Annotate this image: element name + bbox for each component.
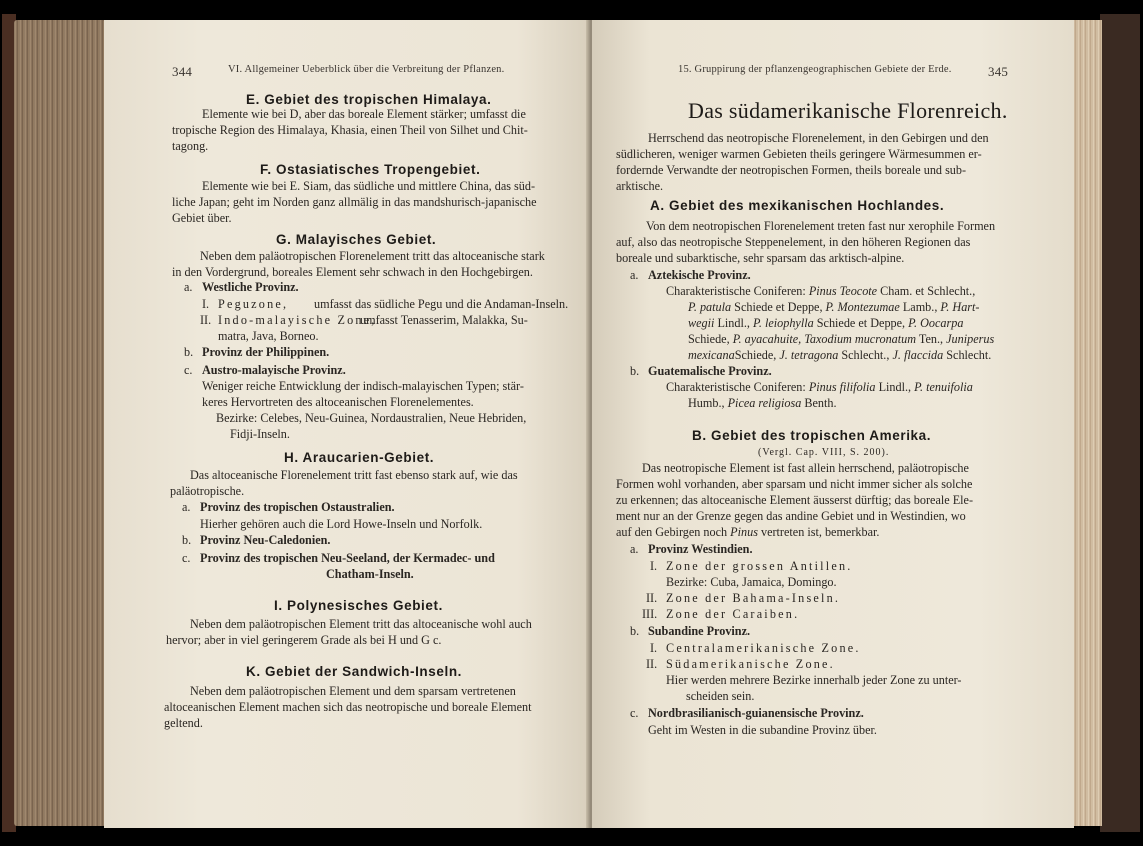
paragraph-line: paläotropische. bbox=[170, 484, 245, 498]
paragraph-line: umfasst das südliche Pegu und die Andaman-Inseln. bbox=[314, 297, 569, 311]
paragraph-line: auf den Gebirgen noch Pinus vertreten ist, bemerkbar. bbox=[616, 525, 880, 539]
list-marker: c. bbox=[182, 551, 191, 565]
paragraph-line: tropische Region des Himalaya, Khasia, einen Theil von Silhet und Chit- bbox=[172, 123, 528, 137]
zone-name: Centralamerikanische Zone. bbox=[666, 641, 861, 655]
section-heading-b: B. Gebiet des tropischen Amerika. bbox=[692, 428, 932, 443]
list-marker: I. bbox=[202, 297, 210, 311]
paragraph-line: Neben dem paläotropischen Element und dem sparsam vertretenen bbox=[190, 684, 516, 698]
section-heading-a: A. Gebiet des mexikanischen Hochlandes. bbox=[650, 198, 945, 213]
list-marker: b. bbox=[630, 624, 640, 638]
list-marker: c. bbox=[630, 706, 639, 720]
list-marker: II. bbox=[646, 591, 658, 605]
province-title: Subandine Provinz. bbox=[648, 624, 751, 638]
page-edges-left bbox=[14, 20, 106, 826]
paragraph-line: Charakteristische Coniferen: Pinus filifolia Lindl., P. tenuifolia bbox=[666, 380, 973, 394]
province-title: Guatemalische Provinz. bbox=[648, 364, 772, 378]
list-marker: a. bbox=[184, 280, 193, 294]
zone-name: Indo-malayische Zone, bbox=[218, 313, 377, 327]
paragraph-line: Das altoceanische Florenelement tritt fast ebenso stark auf, wie das bbox=[190, 468, 518, 482]
province-title: Nordbrasilianisch-guianensische Provinz. bbox=[648, 706, 864, 720]
list-marker: a. bbox=[182, 500, 191, 514]
paragraph-line: geltend. bbox=[164, 716, 203, 730]
page-number-left: 344 bbox=[172, 64, 193, 79]
province-title: Provinz des tropischen Neu-Seeland, der Kermadec- und bbox=[200, 551, 495, 565]
page-edges-right bbox=[1072, 20, 1102, 826]
paragraph-line: arktische. bbox=[616, 179, 664, 193]
cross-reference: (Vergl. Cap. VIII, S. 200). bbox=[758, 447, 890, 458]
paragraph-line: Von dem neotropischen Florenelement treten fast nur xerophile Formen bbox=[646, 219, 996, 233]
list-marker: III. bbox=[642, 607, 658, 621]
paragraph-line: Geht im Westen in die subandine Provinz über. bbox=[648, 723, 877, 737]
paragraph-line: Formen wohl vorhanden, aber sparsam und nicht immer sicher als solche bbox=[616, 477, 973, 491]
list-marker: c. bbox=[184, 363, 193, 377]
list-marker: b. bbox=[630, 364, 640, 378]
province-title: Provinz Neu-Caledonien. bbox=[200, 533, 331, 547]
zone-name: Südamerikanische Zone. bbox=[666, 657, 835, 671]
paragraph-line: Hierher gehören auch die Lord Howe-Inseln und Norfolk. bbox=[200, 517, 483, 531]
paragraph-line: matra, Java, Borneo. bbox=[218, 329, 319, 343]
section-heading-g: G. Malayisches Gebiet. bbox=[276, 232, 437, 247]
list-marker: I. bbox=[650, 641, 658, 655]
paragraph-line: tagong. bbox=[172, 139, 209, 153]
paragraph-line: auf, also das neotropische Steppenelement, in den höheren Regionen das bbox=[616, 235, 971, 249]
province-title: Westliche Provinz. bbox=[202, 280, 299, 294]
province-title: Provinz Westindien. bbox=[648, 542, 753, 556]
list-marker: I. bbox=[650, 559, 658, 573]
list-marker: a. bbox=[630, 542, 639, 556]
paragraph-line: zu erkennen; das altoceanische Element äusserst dürftig; das boreale Ele- bbox=[616, 493, 974, 507]
section-heading-h: H. Araucarien-Gebiet. bbox=[284, 450, 435, 465]
province-title: Provinz des tropischen Ostaustralien. bbox=[200, 500, 395, 514]
page-number-right: 345 bbox=[988, 64, 1009, 79]
paragraph-line: Hier werden mehrere Bezirke innerhalb jeder Zone zu unter- bbox=[666, 673, 962, 687]
paragraph-line: Herrschend das neotropische Florenelement, in den Gebirgen und den bbox=[648, 131, 989, 145]
paragraph-line: Neben dem paläotropischen Florenelement tritt das altoceanische stark bbox=[200, 249, 545, 263]
paragraph-line: umfasst Tenasserim, Malakka, Su- bbox=[360, 313, 528, 327]
chapter-title: Das südamerikanische Florenreich. bbox=[688, 98, 1008, 123]
list-marker: II. bbox=[200, 313, 212, 327]
section-heading-f: F. Ostasiatisches Tropengebiet. bbox=[260, 162, 481, 177]
province-title: Chatham-Inseln. bbox=[326, 567, 414, 581]
section-heading-e: E. Gebiet des tropischen Himalaya. bbox=[246, 92, 492, 107]
paragraph-line: Schiede, P. ayacahuite, Taxodium mucronatum Ten., Juniperus bbox=[688, 332, 995, 346]
paragraph-line: Bezirke: Celebes, Neu-Guinea, Nordaustralien, Neue Hebriden, bbox=[216, 411, 527, 425]
list-marker: II. bbox=[646, 657, 658, 671]
paragraph-line: P. patula Schiede et Deppe, P. Montezumae Lamb., P. Hart- bbox=[688, 300, 980, 314]
left-page bbox=[104, 20, 590, 828]
running-head-left: VI. Allgemeiner Ueberblick über die Verbreitung der Pflanzen. bbox=[228, 64, 505, 75]
paragraph-line: boreale und subarktische, sehr sparsam das arktisch-alpine. bbox=[616, 251, 905, 265]
paragraph-line: Elemente wie bei E. Siam, das südliche und mittlere China, das süd- bbox=[202, 179, 536, 193]
section-heading-i: I. Polynesisches Gebiet. bbox=[274, 598, 443, 613]
book-cover-right bbox=[1100, 14, 1140, 832]
right-page bbox=[592, 20, 1074, 828]
paragraph-line: Fidji-Inseln. bbox=[230, 427, 290, 441]
province-title: Aztekische Provinz. bbox=[648, 268, 751, 282]
paragraph-line: Charakteristische Coniferen: Pinus Teocote Cham. et Schlecht., bbox=[666, 284, 976, 298]
list-marker: a. bbox=[630, 268, 639, 282]
paragraph-line: Neben dem paläotropischen Element tritt das altoceanische wohl auch bbox=[190, 617, 532, 631]
section-heading-k: K. Gebiet der Sandwich-Inseln. bbox=[246, 664, 463, 679]
paragraph-line: scheiden sein. bbox=[686, 689, 755, 703]
paragraph-line: südlicheren, weniger warmen Gebieten theils geringere Wärmesummen er- bbox=[616, 147, 982, 161]
zone-name: Zone der grossen Antillen. bbox=[666, 559, 853, 573]
paragraph-line: hervor; aber in viel geringerem Grade als bei H und G c. bbox=[166, 633, 442, 647]
paragraph-line: Das neotropische Element ist fast allein herrschend, paläotropische bbox=[642, 461, 969, 475]
zone-name: Zone der Bahama-Inseln. bbox=[666, 591, 841, 605]
paragraph-line: Gebiet über. bbox=[172, 211, 232, 225]
list-marker: b. bbox=[184, 345, 194, 359]
paragraph-line: fordernde Verwandte der neotropischen Formen, theils boreale und sub- bbox=[616, 163, 967, 177]
paragraph-line: wegii Lindl., P. leiophylla Schiede et Deppe, P. Oocarpa bbox=[688, 316, 964, 330]
paragraph-line: ment nur an der Grenze gegen das andine Gebiet und in Westindien, wo bbox=[616, 509, 966, 523]
province-title: Austro-malayische Provinz. bbox=[202, 363, 346, 377]
list-marker: b. bbox=[182, 533, 192, 547]
zone-name: Zone der Caraiben. bbox=[666, 607, 800, 621]
paragraph-line: liche Japan; geht im Norden ganz allmälig in das mandshurisch-japanische bbox=[172, 195, 537, 209]
paragraph-line: mexicanaSchiede, J. tetragona Schlecht., J. flaccida Schlecht. bbox=[688, 348, 992, 362]
paragraph-line: Humb., Picea religiosa Benth. bbox=[688, 396, 837, 410]
running-head-right: 15. Gruppirung der pflanzengeographischen Gebiete der Erde. bbox=[678, 64, 952, 75]
paragraph-line: in den Vordergrund, boreales Element sehr schwach in den Hochgebirgen. bbox=[172, 265, 533, 279]
province-title: Provinz der Philippinen. bbox=[202, 345, 330, 359]
zone-name: Peguzone, bbox=[218, 297, 289, 311]
paragraph-line: altoceanischen Element machen sich das neotropische und boreale Element bbox=[164, 700, 532, 714]
paragraph-line: keres Hervortreten des altoceanischen Florenelementes. bbox=[202, 395, 474, 409]
paragraph-line: Bezirke: Cuba, Jamaica, Domingo. bbox=[666, 575, 837, 589]
paragraph-line: Elemente wie bei D, aber das boreale Element stärker; umfasst die bbox=[202, 107, 526, 121]
paragraph-line: Weniger reiche Entwicklung der indisch-malayischen Typen; stär- bbox=[202, 379, 524, 393]
